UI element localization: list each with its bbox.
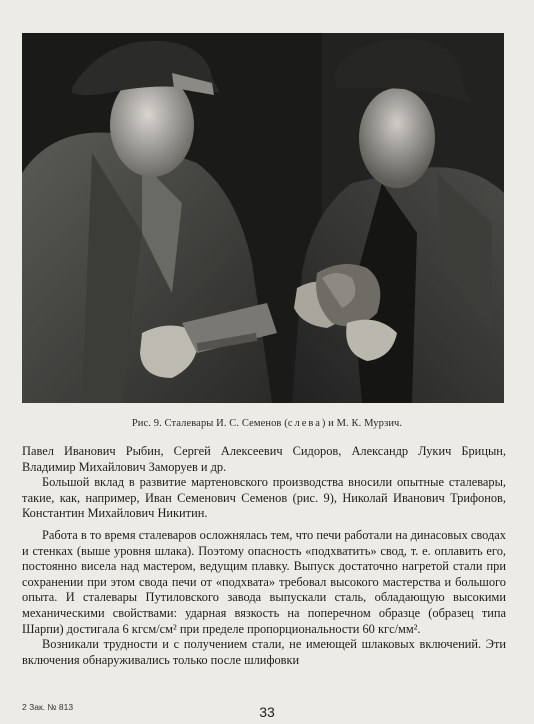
page-number: 33 xyxy=(259,704,275,720)
body-text xyxy=(22,444,506,668)
printer-signature: 2 Зак. № 813 xyxy=(22,702,74,712)
caption-prefix: Рис. 9. Сталевары И. С. Семенов ( xyxy=(131,418,288,429)
photograph-steelworkers xyxy=(22,33,504,403)
paragraph-2: Большой вклад в развитие мартеновского производства вносили опытные сталевары, такие, как, например, Иван Семенович Семенов (рис. 9), Николай Иванович Трифонов, Константин Михайлович Никитин. xyxy=(22,475,506,521)
paragraph-4: Возникали трудности и с получением стали, не имеющей шлаковых включений. Эти включения обнаруживались только после шлифовки xyxy=(22,637,506,667)
caption-spaced-word: слева xyxy=(287,418,322,429)
paragraph-1: Павел Иванович Рыбин, Сергей Алексеевич Сидоров, Александр Лукич Брицын, Владимир Михайлович Заморуев и др. xyxy=(22,444,506,474)
photo-illustration xyxy=(22,33,504,403)
caption-suffix: ) и М. К. Мурзич. xyxy=(321,418,403,429)
paragraph-3: Работа в то время сталеваров осложнялась тем, что печи работали на динасовых сводах и стенках (выше уровня шлака). Поэтому опасность «подхватить» свод, т. е. оплавить его, постоянно висела над мастером, ведущим плавку. Выпуск достаточно нагретой стали при сохранении при этом свода печи от «подхвата» требовал высокого мастерства и большого опыта. И сталевары Путиловского завода выпускали сталь, обладающую высокими механическими свойствами: ударная вязкость на поперечном образце (образец типа Шарпи) достигала 6 кгсм/см² при пределе пропорциональности 60 кгс/мм². xyxy=(22,527,506,636)
figure-caption xyxy=(0,418,534,429)
